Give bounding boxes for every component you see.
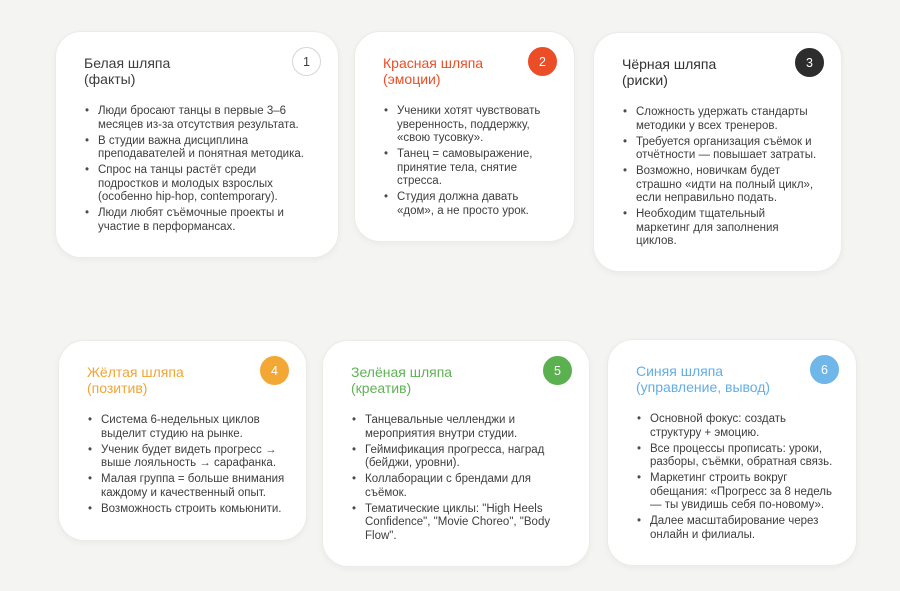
bullet-item: • В студии важна дисциплина преподавателей и понятная методика. [84, 135, 318, 162]
card-title [351, 365, 569, 396]
bullet-item: • Далее масштабирование через онлайн и филиалы. [636, 515, 836, 542]
number-badge: 5 [543, 356, 572, 385]
bullet-item: • Маркетинг строить вокруг обещания: «Прогресс за 8 недель — ты увидишь себя по-новому». [636, 472, 836, 513]
card-title [87, 365, 286, 396]
hat-name: Чёрная шляпа [622, 56, 717, 72]
bullet-item: • Геймификация прогресса, наград (бейджи, уровни). [351, 444, 569, 471]
number-badge: 1 [292, 47, 321, 76]
bullet-item: • Необходим тщательный маркетинг для заполнения циклов. [622, 208, 821, 249]
card-red-hat[interactable] [354, 31, 575, 242]
hat-name: Жёлтая шляпа [87, 364, 184, 380]
bullet-list [383, 105, 554, 218]
bullet-list [84, 105, 318, 234]
number-badge: 4 [260, 356, 289, 385]
bullet-item: • Ученики хотят чувствовать уверенность, поддержку, «свою тусовку». [383, 105, 554, 146]
card-title [622, 57, 821, 88]
number-badge: 2 [528, 47, 557, 76]
hat-subtitle: (креатив) [351, 379, 412, 396]
bullet-item: • Студия должна давать «дом», а не просто урок. [383, 191, 554, 218]
bullet-list [622, 106, 821, 249]
bullet-item: • Спрос на танцы растёт среди подростков и молодых взрослых (особенно hip-hop, contemporary). [84, 164, 318, 205]
hat-name: Зелёная шляпа [351, 364, 453, 380]
bullet-item: • Коллаборации с брендами для съёмок. [351, 473, 569, 500]
bullet-item: • Тематические циклы: "High Heels Confidence", "Movie Choreo", "Body Flow". [351, 503, 569, 544]
bullet-item: • Возможность строить комьюнити. [87, 503, 286, 517]
card-black-hat[interactable] [593, 32, 842, 272]
card-white-hat[interactable] [55, 31, 339, 258]
bullet-item: • Требуется организация съёмок и отчётности — повышает затраты. [622, 136, 821, 163]
bullet-list [87, 414, 286, 516]
bullet-item: • Все процессы прописать: уроки, разборы, съёмки, обратная связь. [636, 443, 836, 470]
hat-subtitle: (управление, вывод) [636, 378, 771, 395]
bullet-item: • Люди любят съёмочные проекты и участие в перформансах. [84, 207, 318, 234]
bullet-item: • Танец = самовыражение, принятие тела, снятие стресса. [383, 148, 554, 189]
bullet-item: • Основной фокус: создать структуру + эмоцию. [636, 413, 836, 440]
number-badge: 3 [795, 48, 824, 77]
hat-subtitle: (риски) [622, 71, 668, 88]
hat-name: Красная шляпа [383, 55, 484, 71]
bullet-item: • Малая группа = больше внимания каждому и качественный опыт. [87, 473, 286, 500]
bullet-item: • Люди бросают танцы в первые 3–6 месяцев из-за отсутствия результата. [84, 105, 318, 132]
number-badge: 6 [810, 355, 839, 384]
hat-subtitle: (эмоции) [383, 70, 441, 87]
bullet-item: • Ученик будет видеть прогресс → выше лояльность → сарафанка. [87, 444, 286, 471]
bullet-list [351, 414, 569, 543]
card-yellow-hat[interactable] [58, 340, 307, 541]
card-title [636, 364, 836, 395]
hat-name: Белая шляпа [84, 55, 171, 71]
bullet-list [636, 413, 836, 542]
hat-subtitle: (позитив) [87, 379, 148, 396]
card-title [84, 56, 318, 87]
bullet-item: • Сложность удержать стандарты методики у всех тренеров. [622, 106, 821, 133]
card-green-hat[interactable] [322, 340, 590, 567]
bullet-item: • Система 6-недельных циклов выделит студию на рынке. [87, 414, 286, 441]
card-blue-hat[interactable] [607, 339, 857, 566]
bullet-item: • Возможно, новичкам будет страшно «идти на полный цикл», если неправильно подать. [622, 165, 821, 206]
bullet-item: • Танцевальные челленджи и мероприятия внутри студии. [351, 414, 569, 441]
hat-name: Синяя шляпа [636, 363, 724, 379]
hat-subtitle: (факты) [84, 70, 136, 87]
